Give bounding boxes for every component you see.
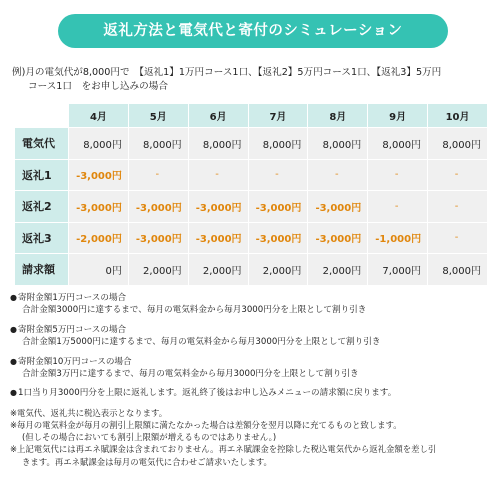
- table-cell: 2,000円: [128, 254, 188, 286]
- table-cell: -: [428, 159, 488, 191]
- month-header: 5月: [128, 104, 188, 128]
- month-header: 4月: [69, 104, 129, 128]
- table-cell: -: [308, 159, 368, 191]
- table-cell: -3,000円: [128, 191, 188, 223]
- table-cell: 7,000円: [368, 254, 428, 286]
- table-row-return3: [15, 222, 488, 254]
- row-label: 請求額: [15, 254, 69, 286]
- fine-print-line: きます。再エネ賦課金は毎月の電気代に合わせご請求いたします。: [22, 456, 272, 467]
- table-cell: -3,000円: [248, 191, 308, 223]
- note-100k-course: [10, 356, 494, 381]
- fine-print-line: (但しその場合においても割引上限額が増えるものではありません。): [22, 432, 277, 443]
- row-label: 返礼3: [15, 222, 69, 254]
- fine-print: [10, 407, 494, 468]
- month-header: 10月: [428, 104, 488, 128]
- note-50k-course: [10, 324, 494, 349]
- note-heading: ● 寄附金額10万円コースの場合: [10, 356, 494, 368]
- row-label: 電気代: [15, 128, 69, 160]
- notes-section: [10, 292, 494, 468]
- table-cell: -2,000円: [69, 222, 129, 254]
- table-cell: -3,000円: [188, 222, 248, 254]
- table-row-return2: [15, 191, 488, 223]
- table-cell: 0円: [69, 254, 129, 286]
- note-monthly-cap: [10, 387, 494, 399]
- month-header: 9月: [368, 104, 428, 128]
- table-cell: -3,000円: [248, 222, 308, 254]
- table-cell: -: [248, 159, 308, 191]
- table-cell: -1,000円: [368, 222, 428, 254]
- example-description: [12, 66, 492, 94]
- note-body: 合計金額3万円に達するまで、毎月の電気料金から毎月3000円分を上限として割り引き: [22, 369, 359, 380]
- table-row-billing: [15, 254, 488, 286]
- table-cell: -: [188, 159, 248, 191]
- table-cell: 8,000円: [248, 128, 308, 160]
- table-row-electricity: [15, 128, 488, 160]
- example-line-2: コース1口 をお申し込みの場合: [28, 81, 168, 92]
- table-row-return1: [15, 159, 488, 191]
- note-heading: ● 寄附金額1万円コースの場合: [10, 292, 494, 304]
- table-cell: 8,000円: [69, 128, 129, 160]
- note-body: 合計金額1万5000円に達するまで、毎月の電気料金から毎月3000円分を上限として割り引き: [22, 337, 381, 348]
- month-header: 6月: [188, 104, 248, 128]
- table-cell: 8,000円: [188, 128, 248, 160]
- fine-print-line: ※電気代、返礼共に税込表示となります。: [10, 407, 168, 418]
- month-header: 7月: [248, 104, 308, 128]
- table-cell: -3,000円: [308, 222, 368, 254]
- simulation-table: [14, 103, 488, 286]
- fine-print-line: ※上記電気代には再エネ賦課金は含まれておりません。再エネ賦課金を控除した税込電気代から返礼金額を差し引: [10, 444, 437, 455]
- table-cell: 8,000円: [308, 128, 368, 160]
- note-10k-course: [10, 292, 494, 317]
- table-cell: 2,000円: [308, 254, 368, 286]
- table-cell: 8,000円: [128, 128, 188, 160]
- table-cell: -: [428, 222, 488, 254]
- table-cell: 8,000円: [368, 128, 428, 160]
- table-cell: -3,000円: [128, 222, 188, 254]
- table-cell: 2,000円: [248, 254, 308, 286]
- table-cell: -3,000円: [188, 191, 248, 223]
- table-cell: -3,000円: [69, 159, 129, 191]
- table-cell: -: [128, 159, 188, 191]
- table-cell: -: [428, 191, 488, 223]
- table-cell: 2,000円: [188, 254, 248, 286]
- table-header-row: [15, 104, 488, 128]
- table-cell: 8,000円: [428, 128, 488, 160]
- row-label: 返礼1: [15, 159, 69, 191]
- table-cell: -3,000円: [308, 191, 368, 223]
- table-cell: 8,000円: [428, 254, 488, 286]
- fine-print-line: ※毎月の電気料金が毎月の割引上限額に満たなかった場合は差額分を翌月以降に充てるものと致します。: [10, 420, 402, 431]
- table-cell: -: [368, 191, 428, 223]
- table-corner: [15, 104, 69, 128]
- note-heading: ● 1口当り月3000円分を上限に返礼します。返礼終了後はお申し込みメニューの請求額に戻ります。: [10, 387, 494, 399]
- row-label: 返礼2: [15, 191, 69, 223]
- page-title: 返礼方法と電気代と寄付のシミュレーション: [58, 14, 448, 48]
- note-heading: ● 寄附金額5万円コースの場合: [10, 324, 494, 336]
- table-cell: -: [368, 159, 428, 191]
- table-cell: -3,000円: [69, 191, 129, 223]
- note-body: 合計金額3000円に達するまで、毎月の電気料金から毎月3000円分を上限として割り引き: [22, 305, 367, 316]
- month-header: 8月: [308, 104, 368, 128]
- example-line-1: 例)月の電気代が8,000円で 【返礼1】1万円コース1口、【返礼2】5万円コース1口、【返礼3】5万円: [12, 67, 442, 78]
